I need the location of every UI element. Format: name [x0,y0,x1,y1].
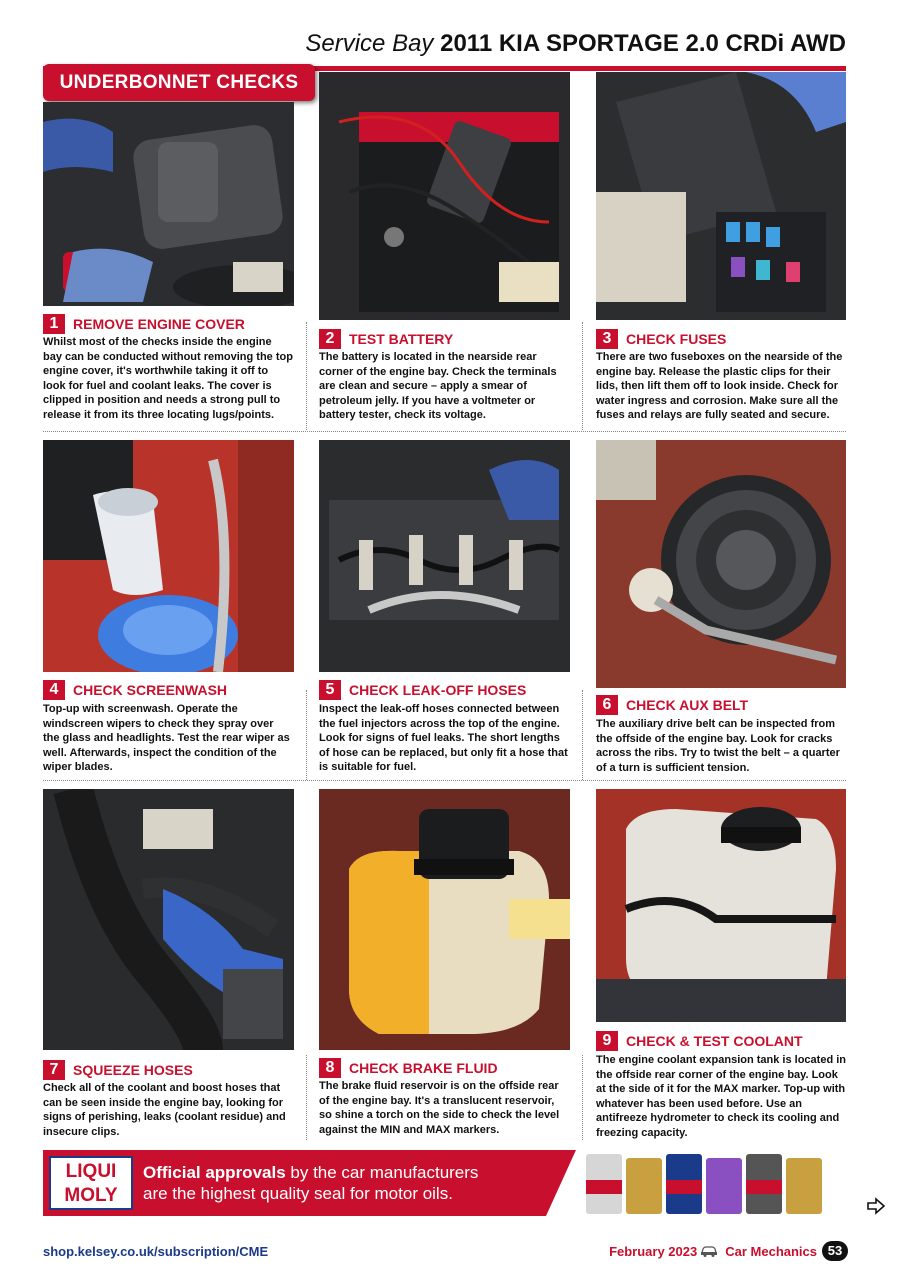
step-7-heading [43,1060,193,1080]
col-divider [582,322,583,430]
step-8-heading [319,1058,498,1078]
step-1-heading [43,314,245,334]
step-9-text: The engine coolant expansion tank is located in the offside rear corner of the engine bay. Look at the side of it for the MAX marker. Top-up with whatever has been used before. Use an antifreeze hydrometer to check its cooling and freezing capacity. [596,1054,846,1139]
advert-bold: Official approvals [143,1163,286,1182]
step-8-number: 8 [319,1058,341,1078]
advert-line-1: by the car manufacturers [285,1163,479,1182]
photo-aux-belt [596,440,846,688]
photo-coolant-hoses [43,789,294,1050]
step-1-number: 1 [43,314,65,334]
photo-leakoff-hoses [319,440,570,672]
step-8-title: CHECK BRAKE FLUID [349,1060,498,1076]
photo-coolant-tank [596,789,846,1022]
col-divider [306,1055,307,1140]
section-title: UNDERBONNET CHECKS [43,64,315,101]
step-6-number: 6 [596,695,618,715]
photo-fusebox [596,72,846,320]
advert-line-2: are the highest quality seal for motor oils. [143,1184,453,1203]
step-1-title: REMOVE ENGINE COVER [73,316,245,332]
step-5-text: Inspect the leak-off hoses connected between the fuel injectors across the top of the engine. Look for signs of fuel leaks. The short lengths of hose can be replaced, but only fit a hose that is suitable for fuel. [319,703,568,773]
page-number: 53 [822,1241,848,1261]
step-9-title: CHECK & TEST COOLANT [626,1033,803,1049]
step-5-number: 5 [319,680,341,700]
step-7-number: 7 [43,1060,65,1080]
col-divider [582,690,583,780]
row-divider-2 [43,780,846,781]
arrow-right-icon[interactable] [866,1196,886,1216]
photo-engine-cover [43,102,294,306]
step-3-title: CHECK FUSES [626,331,727,347]
step-6-title: CHECK AUX BELT [626,697,749,713]
step-9-heading [596,1031,803,1051]
oil-bottles-image [546,1150,846,1216]
magazine-name: Car Mechanics [725,1243,817,1259]
row-divider-1 [43,431,846,432]
header-service-label: Service Bay [305,30,434,57]
step-5-title: CHECK LEAK-OFF HOSES [349,682,527,698]
logo-line-2: MOLY [64,1185,118,1206]
photo-screenwash [43,440,294,672]
step-1-text: Whilst most of the checks inside the engine bay can be conducted without removing the top engine cover, it's worthwhile taking it off to look for fuel and coolant leaks. The cover is clipped in position and needs a strong pull to release it from its three locating lugs/points. [43,336,293,421]
step-7-title: SQUEEZE HOSES [73,1062,193,1078]
subscription-link[interactable]: shop.kelsey.co.uk/subscription/CME [43,1244,269,1259]
step-3-text: There are two fuseboxes on the nearside of the engine bay. Release the plastic clips for their lids, then lift them off to look inside. Check for water ingress and corrosion. Make sure all the fuses and relays are fully seated and secure. [596,351,843,421]
step-9-number: 9 [596,1031,618,1051]
logo-line-1: LIQUI [65,1161,117,1182]
footer-issue-info [609,1241,848,1261]
step-4-heading [43,680,227,700]
col-divider [306,690,307,780]
car-icon [700,1245,718,1257]
header-model: 2011 KIA SPORTAGE 2.0 CRDi AWD [440,30,846,57]
step-3-number: 3 [596,329,618,349]
liqui-moly-logo [49,1156,133,1210]
step-4-text: Top-up with screenwash. Operate the windscreen wipers to check they spray over the glass and headlights. Test the rear wiper as well. Afterwards, inspect the condition of the wiper blades. [43,703,290,773]
advert-text [143,1162,478,1204]
step-2-number: 2 [319,329,341,349]
step-6-heading [596,695,748,715]
step-4-title: CHECK SCREENWASH [73,682,228,698]
step-2-text: The battery is located in the nearside rear corner of the engine bay. Check the terminals are clean and secure – apply a smear of petroleum jelly. If you have a voltmeter or battery tester, check its voltage. [319,351,557,421]
step-2-title: TEST BATTERY [349,331,454,347]
liqui-moly-advert[interactable] [43,1150,846,1216]
step-8-text: The brake fluid reservoir is on the offside rear of the engine bay. It's a translucent reservoir, so shine a torch on the side to check the level against the MIN and MAX markers. [319,1080,560,1136]
photo-battery [319,72,570,320]
step-7-text: Check all of the coolant and boost hoses that can be seen inside the engine bay, looking for signs of perishing, leaks (coolant residue) and insecure clips. [43,1082,286,1138]
issue-date: February 2023 [609,1243,698,1259]
step-6-text: The auxiliary drive belt can be inspected from the offside of the engine bay. Look for cracks across the ribs. Try to twist the belt – a quarter of a turn is sufficient tension. [596,718,840,774]
step-4-number: 4 [43,680,65,700]
photo-brake-fluid [319,789,570,1050]
col-divider [582,1055,583,1140]
step-3-heading [596,329,726,349]
page-header-title [305,30,846,58]
step-5-heading [319,680,526,700]
col-divider [306,322,307,430]
step-2-heading [319,329,453,349]
